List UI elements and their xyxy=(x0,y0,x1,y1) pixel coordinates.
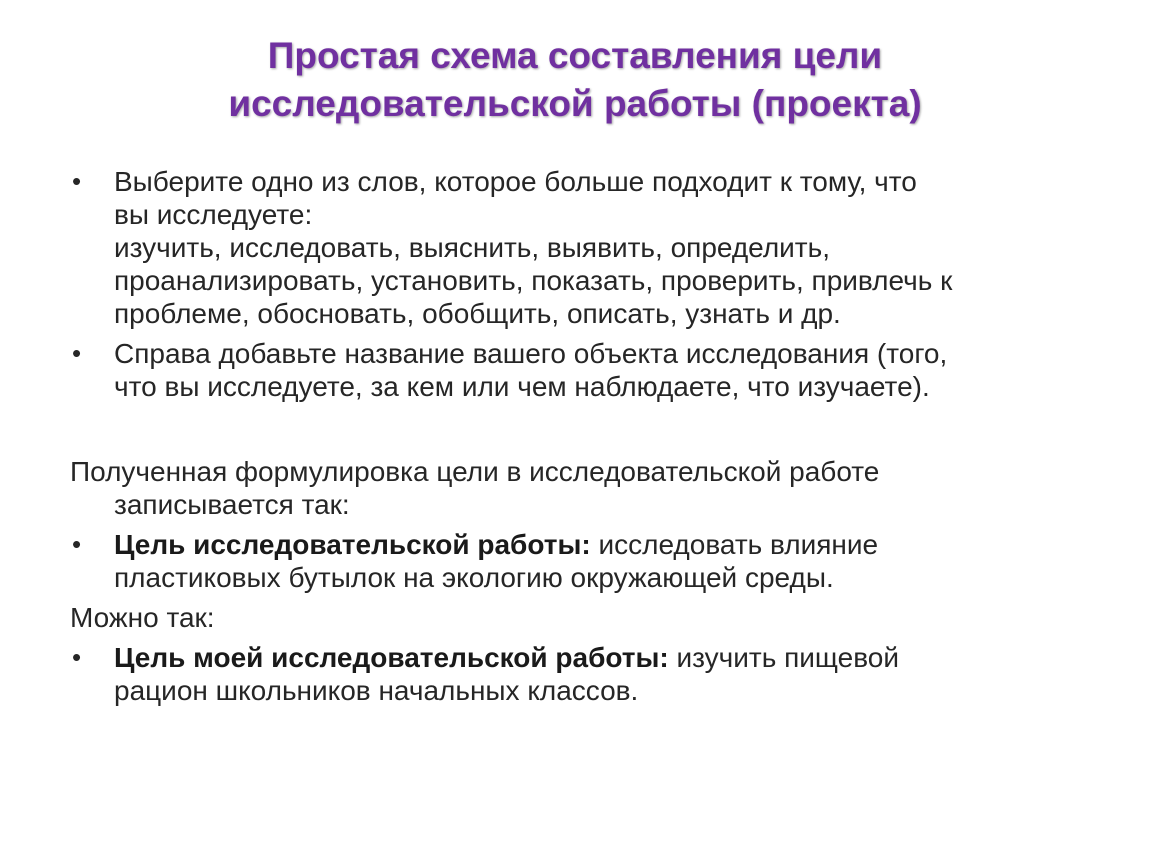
example-line xyxy=(114,641,1110,674)
bullet-icon: • xyxy=(72,529,82,559)
bullet-example-1 xyxy=(70,528,1110,594)
bullet-choose-verb xyxy=(70,165,1110,330)
bullet-example-2 xyxy=(70,641,1110,707)
bullet-icon: • xyxy=(72,338,82,368)
bullet-text-line: проблеме, обосновать, обобщить, описать, узнать и др. xyxy=(114,298,841,329)
paragraph-alternative xyxy=(70,601,1110,634)
paragraph-line: Можно так: xyxy=(70,602,215,633)
bullet-text-line: Справа добавьте название вашего объекта исследования (того, xyxy=(114,338,948,369)
example-label: Цель моей исследовательской работы: xyxy=(114,642,669,673)
paragraph-line: Полученная формулировка цели в исследовательской работе xyxy=(70,456,880,487)
slide-title xyxy=(0,32,1150,128)
bullet-text-line: что вы исследуете, за кем или чем наблюдаете, что изучаете). xyxy=(114,371,930,402)
bullet-text-line: проанализировать, установить, показать, проверить, привлечь к xyxy=(114,265,953,296)
slide-title-line-1: Простая схема составления цели xyxy=(267,35,883,76)
slide-title-line-2: исследовательской работы (проекта) xyxy=(228,83,922,124)
example-line: рацион школьников начальных классов. xyxy=(114,675,639,706)
spacer xyxy=(70,410,1110,455)
bullet-icon: • xyxy=(72,166,82,196)
paragraph-formulation xyxy=(70,455,1110,521)
paragraph-line: записывается так: xyxy=(114,489,350,520)
example-label: Цель исследовательской работы: xyxy=(114,529,591,560)
example-text: исследовать влияние xyxy=(590,529,879,560)
bullet-text-line: вы исследуете: xyxy=(114,199,313,230)
example-text: изучить пищевой xyxy=(668,642,899,673)
example-line xyxy=(114,528,1110,561)
example-line: пластиковых бутылок на экологию окружающей среды. xyxy=(114,562,834,593)
bullet-text-line: Выберите одно из слов, которое больше подходит к тому, что xyxy=(114,166,917,197)
bullet-icon: • xyxy=(72,642,82,672)
bullet-add-object xyxy=(70,337,1110,403)
slide-content xyxy=(70,165,1110,714)
bullet-text-line: изучить, исследовать, выяснить, выявить, определить, xyxy=(114,232,830,263)
